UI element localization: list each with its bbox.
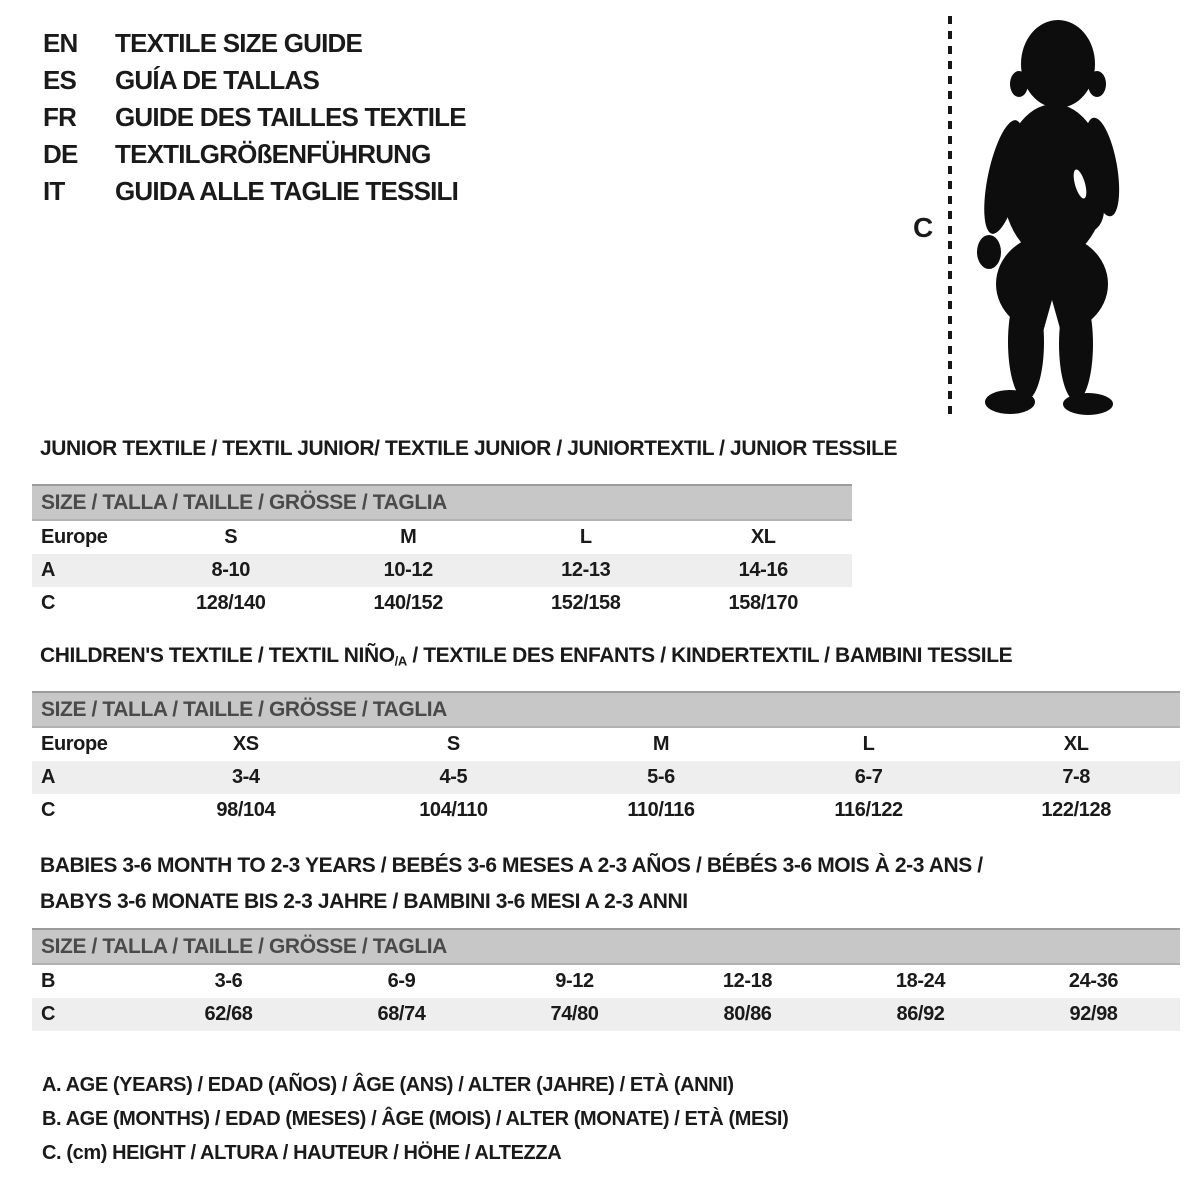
row-label: C: [41, 1003, 56, 1025]
babies-title-line2: BABYS 3-6 MONATE BIS 2-3 JAHRE / BAMBINI 3-6 MESI A 2-3 ANNI: [40, 890, 688, 913]
table-cell: 74/80: [550, 1003, 599, 1025]
table-cell: 140/152: [373, 592, 443, 614]
babies-section-title: [40, 848, 983, 920]
table-cell: 158/170: [728, 592, 798, 614]
children-title-pre: CHILDREN'S TEXTILE / TEXTIL NIÑO: [40, 644, 395, 667]
table-cell: 3-4: [231, 766, 260, 788]
table-cell: 10-12: [383, 559, 433, 581]
lang-code-it: IT: [43, 176, 65, 206]
lang-row-de: [43, 136, 466, 173]
legend-line-age-years: A. AGE (YEARS) / EDAD (AÑOS) / ÂGE (ANS) / ALTER (JAHRE) / ETÀ (ANNI): [42, 1074, 734, 1096]
legend-line-age-months: B. AGE (MONTHS) / EDAD (MESES) / ÂGE (MOIS) / ALTER (MONATE) / ETÀ (MESI): [42, 1108, 789, 1130]
table-cell: 104/110: [419, 799, 488, 821]
table-cell: XL: [1063, 733, 1089, 755]
table-cell: 6-7: [854, 766, 883, 788]
table-cell: M: [400, 526, 417, 548]
row-label: Europe: [41, 526, 108, 548]
table-row: [32, 794, 1180, 827]
lang-label-it: GUIDA ALLE TAGLIE TESSILI: [115, 176, 459, 206]
table-cell: S: [224, 526, 238, 548]
lang-code-de: DE: [43, 139, 78, 169]
babies-size-table: [32, 928, 1180, 1031]
table-cell: XL: [750, 526, 776, 548]
table-cell: 7-8: [1062, 766, 1091, 788]
table-cell: 68/74: [377, 1003, 426, 1025]
lang-row-es: [43, 62, 466, 99]
table-cell: 8-10: [211, 559, 250, 581]
table-cell: 152/158: [551, 592, 621, 614]
lang-code-en: EN: [43, 28, 78, 58]
junior-section-title: JUNIOR TEXTILE / TEXTIL JUNIOR/ TEXTILE JUNIOR / JUNIORTEXTIL / JUNIOR TESSILE: [40, 437, 898, 460]
row-label: C: [41, 799, 56, 821]
junior-size-table: [32, 484, 852, 620]
measure-legend: [42, 1068, 788, 1170]
table-row: [32, 998, 1180, 1031]
table-row: [32, 728, 1180, 761]
babies-size-header-bar: SIZE / TALLA / TAILLE / GRÖSSE / TAGLIA: [32, 928, 1180, 965]
table-cell: 12-18: [722, 970, 773, 992]
table-cell: M: [652, 733, 670, 755]
table-cell: 5-6: [647, 766, 675, 788]
table-cell: L: [862, 733, 875, 755]
junior-size-header-bar: SIZE / TALLA / TAILLE / GRÖSSE / TAGLIA: [32, 484, 852, 521]
row-label: A: [41, 766, 56, 788]
table-cell: 128/140: [196, 592, 266, 614]
table-cell: 116/122: [834, 799, 903, 821]
lang-row-fr: [43, 99, 466, 136]
lang-label-es: GUÍA DE TALLAS: [115, 65, 320, 95]
height-measure-label: C: [913, 212, 934, 243]
table-cell: 18-24: [895, 970, 946, 992]
legend-line-height: C. (cm) HEIGHT / ALTURA / HAUTEUR / HÖHE / ALTEZZA: [42, 1142, 562, 1164]
table-cell: 110/116: [627, 799, 695, 821]
table-cell: 3-6: [214, 970, 243, 992]
table-cell: 12-13: [561, 559, 611, 581]
table-row: [32, 521, 852, 554]
table-row: [32, 554, 852, 587]
table-cell: 122/128: [1041, 799, 1111, 821]
lang-label-fr: GUIDE DES TAILLES TEXTILE: [115, 102, 466, 132]
table-cell: 24-36: [1068, 970, 1119, 992]
babies-title-line1: BABIES 3-6 MONTH TO 2-3 YEARS / BEBÉS 3-6 MESES A 2-3 AÑOS / BÉBÉS 3-6 MOIS À 2-3 ANS /: [40, 854, 983, 877]
table-cell: 86/92: [896, 1003, 945, 1025]
children-title-sub: /A: [394, 653, 407, 669]
children-size-table: [32, 691, 1180, 827]
table-cell: 98/104: [216, 799, 276, 821]
children-size-header-bar: SIZE / TALLA / TAILLE / GRÖSSE / TAGLIA: [32, 691, 1180, 728]
table-cell: S: [446, 733, 460, 755]
lang-label-en: TEXTILE SIZE GUIDE: [115, 28, 363, 58]
height-measure-line: [948, 16, 952, 416]
table-row: [32, 761, 1180, 794]
table-row: [32, 587, 852, 620]
table-cell: XS: [232, 733, 259, 755]
table-cell: 6-9: [387, 970, 416, 992]
lang-label-de: TEXTILGRÖßENFÜHRUNG: [115, 139, 431, 169]
table-cell: 92/98: [1069, 1003, 1118, 1025]
row-label: B: [41, 970, 56, 992]
children-section-title: [40, 644, 1012, 668]
children-title-post: / TEXTILE DES ENFANTS / KINDERTEXTIL / BAMBINI TESSILE: [406, 644, 1013, 667]
row-label: A: [41, 559, 56, 581]
lang-row-it: [43, 173, 466, 210]
table-cell: L: [579, 526, 592, 548]
table-cell: 80/86: [723, 1003, 772, 1025]
toddler-silhouette-icon: [962, 12, 1137, 417]
table-cell: 62/68: [204, 1003, 253, 1025]
table-cell: 9-12: [555, 970, 594, 992]
table-row: [32, 965, 1180, 998]
row-label: C: [41, 592, 56, 614]
lang-row-en: [43, 25, 466, 62]
language-title-block: [43, 25, 466, 210]
table-cell: 4-5: [439, 766, 468, 788]
row-label: Europe: [41, 733, 108, 755]
table-cell: 14-16: [738, 559, 788, 581]
lang-code-es: ES: [43, 65, 77, 95]
lang-code-fr: FR: [43, 102, 77, 132]
